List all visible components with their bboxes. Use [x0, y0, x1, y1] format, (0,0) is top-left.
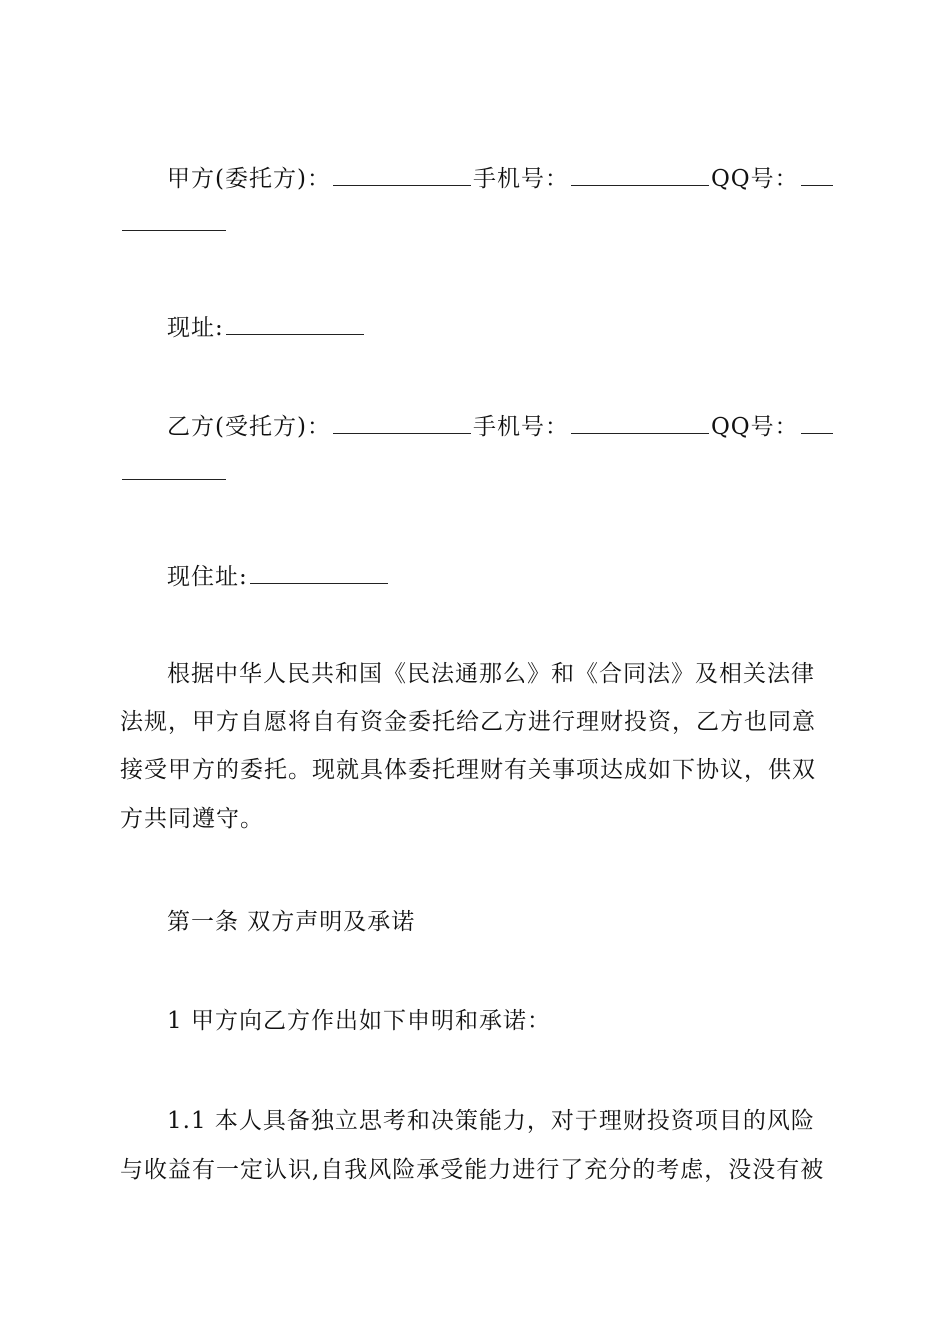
party-a-address-blank[interactable] [226, 312, 364, 335]
intro-line-4: 方共同遵守。 [120, 806, 264, 832]
party-b-qq-label: QQ号： [710, 414, 799, 440]
party-a-line [167, 163, 832, 194]
party-b-address-blank[interactable] [250, 561, 388, 584]
party-b-address-label: 现住址: [167, 564, 248, 590]
intro-line-3: 接受甲方的委托。现就具体委托理财有关事项达成如下协议，供双 [120, 757, 816, 783]
party-a-qq-blank-continued[interactable] [122, 208, 226, 231]
party-b-phone-blank[interactable] [571, 411, 709, 434]
party-b-name-blank[interactable] [333, 411, 471, 434]
party-b-qq-blank-continued[interactable] [122, 457, 226, 480]
party-a-qq-label: QQ号： [710, 166, 799, 192]
party-a-address-label: 现址: [167, 315, 224, 341]
clause-1: 1 甲方向乙方作出如下申明和承诺： [167, 1008, 551, 1034]
party-a-line-wrap [120, 208, 832, 239]
party-b-address-line [167, 561, 832, 592]
party-a-phone-label: 手机号： [472, 166, 569, 192]
clause-1-1-line-1: 1.1 本人具备独立思考和决策能力，对于理财投资项目的风险 [167, 1108, 815, 1134]
intro-line-2: 法规，甲方自愿将自有资金委托给乙方进行理财投资，乙方也同意 [120, 709, 816, 735]
article-1-title: 第一条 双方声明及承诺 [167, 909, 416, 935]
party-b-line [167, 411, 832, 442]
party-b-line-wrap [120, 457, 832, 488]
clause-1-1-line-2: 与收益有一定认识,自我风险承受能力进行了充分的考虑，没没有被 [120, 1157, 825, 1183]
party-a-phone-blank[interactable] [571, 163, 709, 186]
party-a-name-blank[interactable] [333, 163, 471, 186]
intro-line-1: 根据中华人民共和国《民法通那么》和《合同法》及相关法律 [167, 661, 815, 687]
party-b-phone-label: 手机号： [472, 414, 569, 440]
party-a-qq-blank[interactable] [801, 163, 833, 186]
party-a-label: 甲方(委托方)： [167, 166, 331, 192]
party-b-label: 乙方(受托方)： [167, 414, 331, 440]
party-a-address-line [167, 312, 832, 343]
party-b-qq-blank[interactable] [801, 411, 833, 434]
